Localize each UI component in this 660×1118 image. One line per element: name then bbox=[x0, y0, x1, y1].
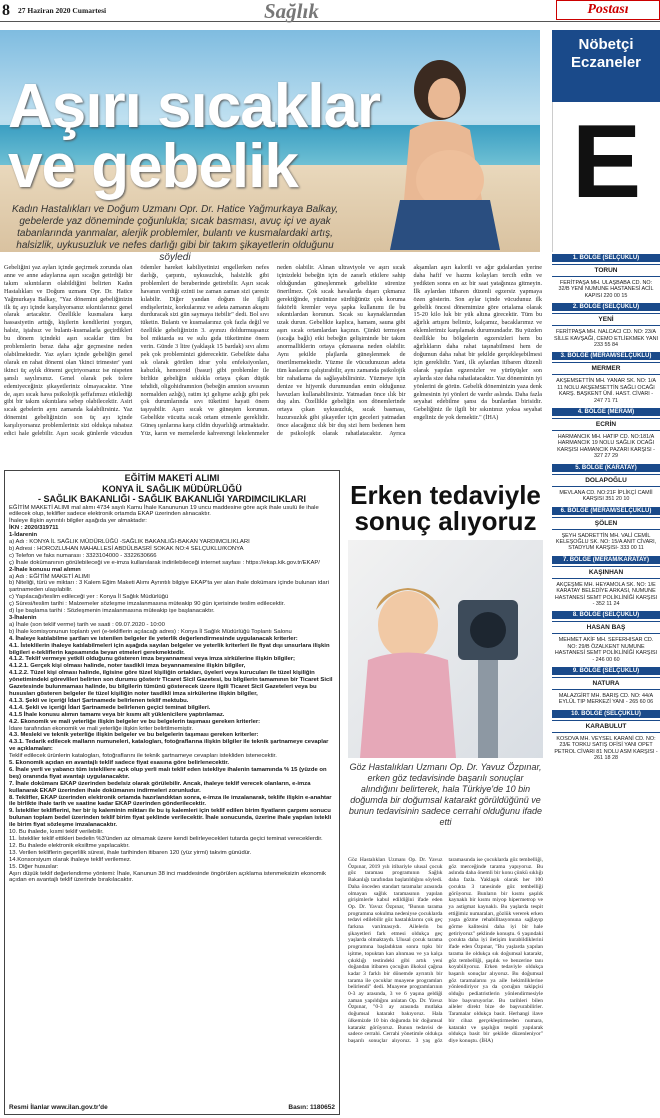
tender-signature: Resmi İlanlar www.ilan.gov.tr'de bbox=[9, 1104, 108, 1111]
pharmacy-address: MEVLANA CD. NO:21F İPLİKÇİ CAMİİ KARŞISI 351 20 10 bbox=[559, 489, 653, 503]
tender-line: 2-İhale konusu mal alımın bbox=[9, 566, 81, 573]
eye-article-body: Göz Hastalıkları Uzmanı Op. Dr. Yavuz Özpınar, 2019 yılı itibariyle ulusal çocuk göz taraması programının Sağlık Bakanlığı tarafından başlatıldığını söyledi. Daha önceden standart taramalar arasında olmayan sağlık taramasının yapılan girişimlerle kabul edildiğini ifade eden Op. Dr. Yavuz Özpınar, "Bunun tarama programına sokulma nedeniyse çocuklarda tedavi edilebilir göz hastalıklarını çok geç farkına varılmasıydı. Ailelerin bu şikayetleri fark etmesi oldukça geç yaşlarda olmaktaydı. Ulusal çocuk tarama programına başladıktan sonra tıpkı bir işitme, topuktan kan alınması ve ya kalça çıkıklığı testindeki gibi artık yeni doğandan itibaren çocuğun ilkokul çağına kadar 3 farklı bir dönemde ayrıntılı bir tarama ile çocuklar muayene programları belirlendi" dedi. Muayene programlarının 0-3 ay arasında, 3 ve 6 yaşına geldiği zaman yapıldığını anlatan Op. Dr. Yavuz Özpınar, "0-3 ay arasında mutlaka doğumsal katarakt bakıyoruz. Hala ülkemizde 10 bin doğumda bir doğumsal katarakt görüyoruz. Bunun tedavisi de sadece cerrahi. Cerrahi yönetimle oldukça başarılı sonuçlar alıyoruz. 3 yaş göz taramasında ise çocuklarda göz tembelliği, göz merceğinde tarama yapıyoruz. Bu aslında daha önemli bir konu çünkü sıklığı daha fazla. Yaklaşık olarak her 100 çocukta 3 tanesinde göz tembelliği görüyoruz. Bunların bir kısmı şaşılık kaynaklı bir kısmı miyop hipermetrop ve ya astigmat kaynaklı. Bu yaşlarda tespit ettiğimiz numaraları, gözlük vererek erken yaşta gözme rehabilitasyonuna sağlayıp görme kalitesini daha iyi bir hale getiriyoruz" şeklinde konuştu. 6 yaşındaki çocukta daha iyi iletişim kurabildiklerini ifade eden Özpınar, "Bu yaşlarda yapılan tarama ile oldukça sık doğumsal katarakt, göz tembelliği, şaşılık ve benzerine tanı koyabiliyoruz. Erken tedaviyle oldukça başarılı sonuçlar alıyoruz. Bu doğumsal göz taramalarını ya aile hekimliklerine yönlendiriyor ya da çocuğun takipçisi olduğu pediatristlerin yönlendirmesiyle bize başvuruyorlar. Bu tarihleri bilen aileler direkt bize de başvurabilirler. Taramalar oldukça basit. Herhangi ilave bir cihaz gerçekleştirmeden numara, katarakt ve şaşılığın tespiti yapılarak oldukça basit bir şekilde düzenleniyor" diye konuştu. (İHA) bbox=[348, 857, 543, 1044]
pharmacy-region: 9. BÖLGE (SELÇUKLU) bbox=[552, 667, 660, 675]
tender-line: ç) Süresi/teslim tarihi : Malzemeler sözleşme imzalanmasına müteakip 90 gün içerisinde teslim edilecektir. bbox=[9, 601, 285, 608]
pharmacy-region: 10. BÖLGE (SELÇUKLU) bbox=[552, 710, 660, 718]
press-number: Basın: 1180652 bbox=[288, 1104, 335, 1111]
tender-line: 4.1.3. Şekli ve içeriği İdari Şartnamede belirlenen teklif mektubu. bbox=[9, 697, 189, 704]
pharmacy-sidebar bbox=[552, 30, 660, 1118]
eye-exam-photo bbox=[348, 540, 543, 758]
tender-line: b) Niteliği, türü ve miktarı : 3 Kalem Eğim Maketi Alımı Ayrıntılı bilgiye EKAP'ta yer alan ihale dokümanı içinde bulunan idari şartnameden ulaşılabilir. bbox=[9, 580, 329, 594]
tender-line: a) Adı : KONYA İL SAĞLIK MÜDÜRLÜĞÜ -SAĞLIK BAKANLIĞI-BAKAN YARDIMCILIKLARI bbox=[9, 539, 250, 546]
tender-line: Teklif edilecek ürünlerin katalogları, fotoğraflarını ile teknik şartnameye cevapları istekliden istenecektir. bbox=[9, 753, 277, 760]
tender-line: 5. Ekonomik açıdan en avantajlı teklif sadece fiyat esasına göre belirlenecektir. bbox=[9, 760, 230, 767]
tender-line: 4.1.2.1. Gerçek kişi olması halinde, noter tasdikli imza beyannamesine ilişkin bilgiler, bbox=[9, 663, 246, 670]
tender-line: ç) İhale dokümanının görülebileceği ve e-imza kullanılarak indirilebileceği internet sayfası : https://ekap.kik.gov.tr/EKAP/ bbox=[9, 559, 320, 566]
pharmacy-address: MALAZGİRT MH. BARIŞ CD. NO: 44/A EYLÜL TIP MERKEZİ YANI - 265 60 06 bbox=[558, 692, 654, 706]
tender-line: 4.1.2. Teklif vermeye yetkili olduğunu gösteren imza beyannamesi veya imza sirkülerine ilişkin bilgiler; bbox=[9, 656, 296, 663]
eye-article-title bbox=[348, 482, 543, 534]
pharmacy-address: HARMANCIK MH. HATIP CD. NO:181/A HARMANCIK 19 NOLU SAĞLIK OCAĞI KARŞISI HAMANCIK PAZARI KARŞISI - 327 27 29 bbox=[557, 434, 655, 460]
pharmacy-region: 1. BÖLGE (SELÇUKLU) bbox=[552, 254, 660, 262]
pharmacy-address: FERİTPAŞA MH. ULAŞBABA CD. NO: 32/B YENİ NUMUNE HASTANESİ ACİL KAPISI 220 00 15 bbox=[558, 280, 654, 299]
pharmacy-address: AKŞEMSETTİN MH. YANAR SK. NO: 1/A 11 NOLU AKŞEMSETTİN SAĞLI OCAĞI KARŞ. BAŞKENT ÜNİ. HAST. CİVARI - 247 71 71 bbox=[556, 378, 656, 404]
article-body-pregnancy: Gebeliğini yaz ayları içinde geçirmek zorunda olan anne ve anne adaylarına aşırı sıcağın getirdiği bir takım sıkıntıların olabildiğini belirten Kadın Hastalıkları ve Doğum uzmanı Opr. Dr. Hatice Yağmurkaya Balkay, "Yaz dönemini gebeliğinizin ilk üç ayı içinde karşılıyorsanız sıkıntılarınız genel olarak artacaktır. Özellikle kusmalara karşı hassasiyetin arttığı, kişilerin kendilerini yorgun, halsiz, iştahsız ve bulantı-kusmalarla geçirdikleri bu dönem içindeki aşırı sıcaklar tüm bu problemlerin beraz daha ağır geçmesine neden olabilmektedir. Yaz ayları içinde gebeliğin genel olarak en rahat dönemi olan 'ikinci trimester' yani ikinci üç aylık dönemi geçiriyorsanız ise nispeten şanslı sayılırsınız. Genel olarak pek tolere edemiyeceğiniz şikayetleriniz olmayacaktır. Yine de, aşırı sıcak hava psikolojik şeffafımızı etkilediği gibi bir takım sıkıntılara sebep olabilecektir. Asiri sıcak gebelerin aynı zamanda kalabilirsiniz. Yaz dönemini gebeliğinizin son üç ayı içinde karşılıyorsanız problemleriniz sizi oldukça rahatsız edici hale gelebilir. Aşırı sıcak günlerde vücudun ödemler hareket kabiliyetinizi engellerken nefes darlığı, çarpıntı, uykusuzluk, halsizlik gibi problemleri de beraberinde getirebilir. Aşırı sıcak havanın verdiği ezinti ise zaman zaman sizi çaresiz kılabilir. Diğer yandan doğum ile ilgili endişeleriniz, korkularınız ve adeta zamanın akışını durduracak sizi gün saymaya itebilir" dedi. Bol sıvı tüketin. Bulantı ve kusmalarınız çok fazla değil ve özellikle gebeliğinizin 3. ayınızı doldurmuşsanız bol miktarda su ve sulu gıda tüketimine önem verin. Günde 3 litre (yaklaşık 15 bardak) sıvı alımı pek çok probleminizi giderecektir. Gebelikte daha sık olarak görülen idrar yolu enfeksiyonları, kabızlık, hemoroid (basur) gibi problemler ile birlikte gebeliğin sıklıkla ortaya çıkan düşük tehdidi, oligohidramnion (bebeğin amnion sıvısının normalden azlığı), ratim içi gelişme azlığı gibi pek çok durumlarında sıvı tüketimi hayati önem taşıyabilir. Aşırı sıcak ve güneşten korunun. Gebelikte vücutta sıcak ortam etmenle gereklidir. Güneş ışınlarına karşı cildin duyarlılığı artmaktadır. Yüz, karın ve memelerde kahverengi lekelenmeler neden olabilir. Alınan ultraviyole ve aşırı sıcak içinizdeki bebeğin için de zararlı etkilere sahip olduğundan güneşlenmek gebelikte sürenize önerilmez. Çok sıcak havalarda dışarı çıkmanız gerektiğinde, yüzünüze sürdüğünüz çok koruma faktörlü kremler veya şapka kullanımı ile bu sıkıntılardan korunun. Sıcak su kaynaklarından uzak durun. Gebelikte kaplıca, hamam, sauna gibi aşırı sıcak ortamlardan kaçının. Çünkü termojen (sıcağa bağlı) etki bebeğin gelişiminde bir takım anormalliklerin ortaya çıkmasına neden olabilir. Aynı şekilde plajlarda güneşlenmek de önerilmemektedir. Yüzme ile vücudunuzun adeta tüm kaslarını çalıştırabilir, aynı zamanda psikolojik bir rahatlama da sağlayabilirsiniz. Yüzmeye için denize ve hijyenik durumundan emin olduğunuz havuzları kullanabilirsiniz. Yatmadan önce ılık bir duş alın. Özellikle gebeliğin son dönemlerinde ortaya çıkan uykusuzluk, sıcak basması, huzursuzluk gibi şikayetler için geceleri yatmadan önce alacağınız ılık bir duş sizi hem bedenen hem de psikolojik olarak rahatlatacaktır. Ayrıca akşamları aşırı kalorili ve ağır gıdalardan yerine daha hafif ve hazmı kolayları tercih edin ve yedikten sonra en az bir saat yatağınıza gitmeyin. İlk aylardan itibaren düzenli egzersiz yapmaya özen gösterin. Son aylar içinde vücudunuz ilk gebelik öncesi dönemimize göre ortalama olarak 15-20 kilo luk bir yük altına girecektir. Tüm bu ağırlık artışını belimiz, kalçamız, bacaklarımız ve eklemlerimiz karşılamak durumundadır. Bu yüzden özellikle bu bölgelerin egzersizleri hem bu ağırlıkların daha rahat taşınabilmesi hem de doğumun daha rahat bir şekilde gerçekleşebilmesi için gereklidir. Yani, ilk aylardan itibaren düzenli olarak yapılan egzersizler ve yürüyüşler son aylarda size daha rahatlatacaktır. Yaz döneminin iyi yönlerini de görün. Gebelik döneminizin yaza denk gelmesinin iyi yönleri de vardır aslında. Daha fazla seyahat edebilme şansı da bunlardan birisidir. Gebeliğiniz ile ilgili bir sıkıntınız yoksa seyahat engeliniz de yok demektir." (İHA) bbox=[4, 264, 542, 438]
headline-summary: Kadın Hastalıkları ve Doğum Uzmanı Opr. Dr. Hatice Yağmurkaya Balkay, gebelerde yaz döneminde çoğunlukla; sıcak basması, avuç içi ve ayak tabanlarında yanmalar, alerjik problemler, bulantı ve kusmalardaki artış, halsizlik, uykusuzluk ve nefes darlığı gibi bir takım şikayetlerin olduğunu söyledi bbox=[11, 204, 339, 263]
pharmacy-region: 7. BÖLGE (MERAM/KARATAY) bbox=[552, 556, 660, 564]
tender-line: 4.2. Ekonomik ve mali yeterliğe ilişkin belgeler ve bu belgelerin taşıması gereken kriterler: bbox=[9, 718, 261, 725]
tender-title-2: KONYA İL SAĞLIK MÜDÜRLÜĞÜ bbox=[102, 483, 242, 494]
pharmacy-address: KOSOVA MH. VEYSEL KARANİ CD. NO: 23/E TORKU SATIŞ OFİSİ YANI OPET PETROL CİVARI 81 NOLU ASM KARŞISI - 261 18 28 bbox=[554, 735, 658, 761]
tender-line: EĞİTİM MAKETİ ALIMI mal alımı 4734 sayılı Kamu İhale Kanununun 19 uncu maddesine göre açık ihale usulü ile ihale edilecek olup, teklifler sadece elektronik ortamda EKAP üzerinden alınacaktır. bbox=[9, 504, 319, 518]
tender-line: İdare tarafından ekonomik ve mali yeterliğe ilişkin kriter belirtilmemiştir. bbox=[9, 725, 193, 732]
tender-line: a) Adı : EĞİTİM MAKETİ ALIMI bbox=[9, 573, 90, 580]
pharmacy-name: YENİ bbox=[552, 313, 660, 326]
tender-line: 14.Konsorsiyum olarak ihaleye teklif verilemez. bbox=[9, 856, 132, 863]
page-number: 8 bbox=[2, 2, 10, 19]
tender-line: 4.3.1. Tedarik edilecek malların numuneleri, katalogları, fotoğraflarına ilişkin bilgiler ile teknik şartnameye cevaplar ve açıklamaları: bbox=[9, 739, 329, 753]
pharmacy-name: ECRİN bbox=[552, 418, 660, 431]
tender-line: 3-İhalenin bbox=[9, 615, 37, 621]
tender-line: 8. Teklifler, EKAP üzerinden elektronik ortamda hazırlandıktan sonra, e-imza ile imzalanarak, teklife ilişkin e-anahtar ile birlikte ihale tarih ve saatine kadar EKAP üzerinden gönderilecektir. bbox=[9, 794, 332, 808]
pharmacy-region: 2. BÖLGE (SELÇUKLU) bbox=[552, 303, 660, 311]
tender-lines bbox=[9, 505, 335, 885]
tender-line: 9. İstekliler tekliflerini, her bir iş kaleminin miktarı ile bu iş kalemleri için teklif edilen birim fiyatların çarpımı sonucu bulunan toplam bedel üzerinden teklif birim fiyat şeklinde verilecektir. İhale sonucunda, üzerine ihale yapılan istekli ile birim fiyat sözleşme imzalanacaktır. bbox=[9, 808, 332, 829]
tender-line: 13. Verilen tekliflerin geçerlilik süresi, ihale tarihinden itibaren 120 (yüz yirmi) takvim günüdür. bbox=[9, 849, 252, 856]
tender-announcement bbox=[4, 470, 340, 1115]
hero-image bbox=[0, 30, 540, 263]
pharmacy-address: ŞEYH SADRETTİN MH. VALİ CEMİL KELEŞOĞLU SK. NO: 15/A ANIT CİVARI, STADYUM KARŞISI- 333 00 11 bbox=[555, 532, 657, 552]
pharmacy-name: KAŞINHAN bbox=[552, 566, 660, 579]
tender-line: 4.1. İsteklilerin ihaleye katılabilmeleri için aşağıda sayılan belgeler ve yeterlik kriterleri ile fiyat dışı unsurlara ilişkin bilgileri e-tekliflerin kapsamında beyan etmeleri gerekmektedir. bbox=[9, 642, 330, 656]
pharmacy-list bbox=[552, 254, 660, 763]
pharmacy-name: HASAN BAŞ bbox=[552, 621, 660, 634]
eye-article-summary: Göz Hastalıkları Uzmanı Op. Dr. Yavuz Özpınar, erken göz tedavisinde başarılı sonuçlar alındığını belirterek, hala Türkiye'de 10 bin doğumda bir doğumsal katarakt görüldüğünü ve bunun tedavisinin sadece cerrahi olduğunu ifade etti bbox=[348, 762, 543, 827]
eye-title-line-1: Erken tedaviyle bbox=[350, 480, 541, 510]
pharmacy-title-1: Nöbetçi bbox=[578, 36, 634, 53]
pharmacy-address: AKÇEŞME MH. HEYAMOLA SK. NO: 1/E KARATAY BELEDİYE ARKASI, NUMUNE HASTANESİ SEMT POLİKLİNİĞİ KARŞISI - 352 11 24 bbox=[554, 581, 658, 607]
pharmacy-name: NATURA bbox=[552, 677, 660, 690]
pharmacy-name: TORUN bbox=[552, 264, 660, 277]
eye-exam-illustration bbox=[348, 540, 543, 758]
tender-line: c) Yapılacağı/teslim edileceği yer : Konya İl Sağlık Müdürlüğü bbox=[9, 594, 169, 601]
tender-line: Aşırı düşük teklif değerlendirme yöntemi: İhale, Kanunun 38 inci maddesinde öngörülen açıklama istenmeksizin ekonomik açıdan en avantajlı teklif üzerinde bırakılacaktır. bbox=[9, 870, 326, 884]
pharmacy-region: 3. BÖLGE (MERAM/SELÇUKLU) bbox=[552, 352, 660, 360]
tender-line: b) Adresi : HOROZLUHAN MAHALLESİ ABDÜLBASRİ SOKAK NO:4 SELÇUKLU/KONYA bbox=[9, 545, 244, 552]
pharmacy-letter-logo: E bbox=[552, 102, 660, 252]
pharmacy-title-2: Eczaneler bbox=[570, 54, 642, 71]
headline-line-2: ve gebelik bbox=[8, 132, 298, 201]
tender-line: 4.1.5 İhale konusu alımın tamamı veya bir kısmı alt yüklenicilere yaptırılamaz. bbox=[9, 711, 225, 718]
pharmacy-name: MERMER bbox=[552, 362, 660, 375]
pharmacy-name: KARABULUT bbox=[552, 720, 660, 733]
section-title: Sağlık bbox=[264, 0, 319, 23]
pharmacy-name: DOLAPOĞLU bbox=[552, 474, 660, 487]
tender-line: 4.3. Mesleki ve teknik yeterliğe ilişkin belgeler ve bu belgelerin taşıması gereken kriterler: bbox=[9, 732, 259, 739]
tender-title-3: - SAĞLIK BAKANLIĞI - SAĞLIK BAKANLIĞI YARDIMCILIKLARI bbox=[38, 494, 306, 504]
tender-line: 6. İhale yerli ve yabancı tüm isteklilere açık olup yerli malı teklif eden istekliye ihalenin tamamında % 15 (yüzde on beş) oranında fiyat avantajı uygulanacaktır. bbox=[9, 766, 327, 780]
tender-line: 4. İhaleye katılabilme şartları ve istenilen belgeler ile yeterlik değerlendirmesinde uygulanacak kriterler: bbox=[9, 635, 298, 642]
tender-line: c) Telefon ve faks numarası : 3323104000 - 3322630666 bbox=[9, 552, 157, 559]
tender-line: 15. Diğer hususlar: bbox=[9, 863, 59, 870]
tender-line: 7. İhale dokümanı EKAP üzerinden bedelsiz olarak görülebilir. Ancak, ihaleye teklif verecek olanların, e-imza kullanarak EKAP üzerinden ihale dokümanını indirmeleri zorunludur. bbox=[9, 780, 311, 794]
tender-line: 11. İstekliler teklif ettikleri bedelin %3'ünden az olmamak üzere kendi belirleyecekleri tutarda geçici teminat vereceklerdir. bbox=[9, 836, 323, 842]
tender-title-1: EĞİTİM MAKETİ ALIMI bbox=[124, 473, 220, 483]
issue-date: 27 Haziran 2020 Cumartesi bbox=[18, 6, 107, 15]
pregnant-woman-illustration bbox=[370, 50, 520, 250]
tender-line: 4.1.2.2. Tüzel kişi olması halinde, ilgisine göre tüzel kişiliğin ortakları, üyeleri veya kurucuları ile tüzel kişiliğin yönetimindeki görevlileri belirten son durumu gösterir Ticaret Sicil Gazetesi, bu bilgilerin tamamının bir Ticaret Sicil Gazetesinde bulunmaması halinde, bu bilgilerin tümünü gösterecek üzere ilgili Ticaret Sicil Gazeteleri veya bu hususları gösteren belgeler ile tüzel kişiliğin noter tasdikli imza sirkülerine ilişkin bilgiler, bbox=[9, 670, 333, 697]
newspaper-logo: Postası bbox=[556, 0, 660, 20]
page-header bbox=[0, 0, 660, 22]
pharmacy-address: MEHMET AKİF MH. SEFERHISAR CD. NO: 29/B ÖZALKENT NUMUNE HASTANESİ SEMT POLİKLİNİĞİ KARŞISI - 246 00 60 bbox=[554, 637, 658, 663]
tender-line: 4.1.4. Şekli ve içeriği İdari Şartnamede belirlenen geçici teminat bilgileri. bbox=[9, 704, 211, 711]
pharmacy-name: ŞÖLEN bbox=[552, 517, 660, 530]
pharmacy-region: 6. BÖLGE (MERAM/SELÇUKLU) bbox=[552, 507, 660, 515]
pharmacy-region: 5. BÖLGE (KARATAY) bbox=[552, 464, 660, 472]
pharmacy-region: 4. BÖLGE (MERAM) bbox=[552, 408, 660, 416]
eye-title-line-2: sonuç alıyoruz bbox=[354, 506, 537, 536]
tender-line: b) İhale komisyonunun toplantı yeri (e-tekliflerin açılacağı adres) : Konya İl Sağlık Müdürlüğü Toplantı Salonu bbox=[9, 628, 292, 635]
tender-line: İKN : 2020/319711 bbox=[9, 525, 59, 532]
tender-line: d) İşe başlama tarihi : Sözleşmenin imzalanmasına müteakip işe başlanacaktır. bbox=[9, 608, 215, 615]
tender-line: 12. Bu ihalede elektronik eksiltme yapılacaktır. bbox=[9, 842, 130, 849]
pharmacy-region: 8. BÖLGE (SELÇUKLU) bbox=[552, 611, 660, 619]
tender-line: 10. Bu ihalede, kısmi teklif verilebilir. bbox=[9, 829, 104, 836]
headline-line-1: Aşırı sıcaklar bbox=[8, 72, 381, 141]
tender-line: İhaleye ilişkin ayrıntılı bilgiler aşağıda yer almaktadır: bbox=[9, 518, 147, 525]
tender-line: 1-İdarenin bbox=[9, 532, 38, 539]
tender-line: a) İhale (son teklif verme) tarih ve saati : 09.07.2020 - 10:00 bbox=[9, 621, 165, 628]
pharmacy-address: FERİTPAŞA MH. NALCACI CD. NO: 23/A SİLLE KAVŞAĞI, CEMO ETLİEKMEK YANI 233 55 84 bbox=[554, 329, 658, 349]
pharmacy-header bbox=[552, 30, 660, 102]
